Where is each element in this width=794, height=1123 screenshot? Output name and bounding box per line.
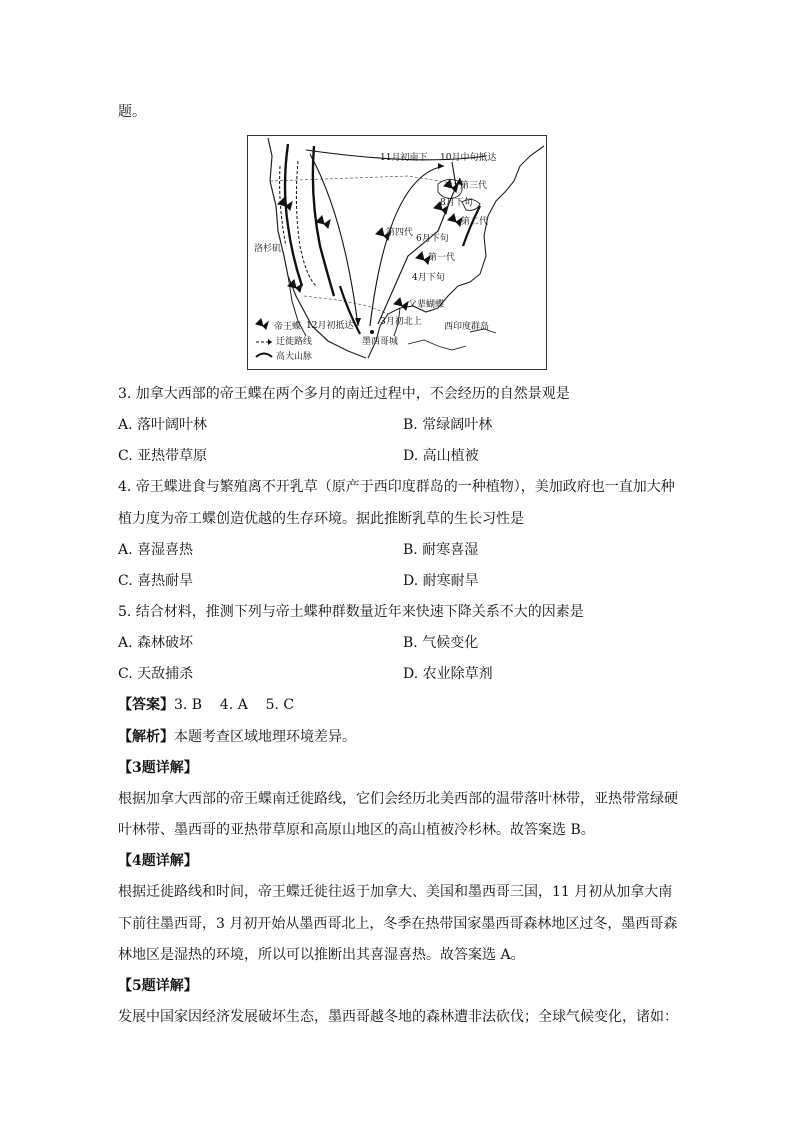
- q3-stem: 3. 加拿大西部的帝王蝶在两个多月的南迁过程中，不会经历的自然景观是: [118, 386, 570, 402]
- label-gen1: 第一代: [428, 253, 456, 263]
- detail4-line3: 林地区是湿热的环境，所以可以推断出其喜湿喜热。故答案选 A。: [118, 947, 525, 963]
- detail5-line1: 发展中国家因经济发展破坏生态，墨西哥越冬地的森林遭非法砍伐；全球气候变化，诸如：: [118, 1009, 678, 1025]
- label-gen2: 第二代: [461, 217, 489, 227]
- detail3-tag: 【3题详解】: [118, 760, 198, 776]
- detail4-line2: 下前往墨西哥，3 月初开始从墨西哥北上，冬季在热带国家墨西哥森林地区过冬，墨西哥森: [118, 916, 678, 932]
- answer-text: 3. B 4. A 5. C: [174, 697, 295, 713]
- label-mexico-city: 墨西哥城: [362, 337, 399, 347]
- q3-option-d: D. 高山植被: [403, 448, 479, 464]
- map-drawing: [248, 136, 546, 369]
- intro-tail: 题。: [118, 104, 146, 120]
- q4-option-a: A. 喜湿喜热: [118, 542, 194, 558]
- detail3-line1: 根据加拿大西部的帝王蝶南迁徙路线，它们会经历北美西部的温带落叶林带，亚热带常绿硬: [118, 791, 678, 807]
- label-oct-arrive: 10月中旬抵达: [440, 153, 497, 163]
- legend-mountain: 高大山脉: [276, 352, 313, 362]
- q5-option-c: C. 天敌捕杀: [118, 666, 194, 682]
- q3-option-c: C. 亚热带草原: [118, 448, 208, 464]
- legend-butterfly: 帝王蝶: [274, 322, 302, 332]
- q3-option-a: A. 落叶阔叶林: [118, 417, 208, 433]
- migration-map: [247, 135, 547, 370]
- label-jun: 6月下旬: [416, 234, 449, 244]
- label-gen4: 第四代: [386, 228, 414, 238]
- q5-option-d: D. 农业除草剂: [403, 666, 493, 682]
- label-losangeles: 洛杉矶: [254, 244, 282, 254]
- detail4-line1: 根据迁徙路线和时间，帝王蝶迁徙往返于加拿大、美国和墨西哥三国，11 月初从加拿大南: [118, 884, 673, 900]
- label-apr: 4月下旬: [412, 273, 445, 283]
- answer-tag: 【答案】: [118, 697, 174, 713]
- q5-option-a: A. 森林破坏: [118, 635, 194, 651]
- label-nov-south: 11月初南下: [380, 153, 428, 163]
- label-gen3: 第三代: [460, 181, 488, 191]
- q5-option-b: B. 气候变化: [403, 635, 479, 651]
- analysis-line: [118, 727, 356, 747]
- q4-stem-line2: 植力度为帝工蝶创造优越的生存环境。据此推断乳草的生长习性是: [118, 511, 524, 527]
- label-mar-north: 3月初北上: [380, 317, 422, 327]
- analysis-text: 本题考查区域地理环境差异。: [174, 729, 356, 745]
- label-dec-arrive: 12月初抵达: [306, 321, 354, 331]
- q4-stem-line1: 4. 帝王蝶进食与繁殖离不开乳草（原产于西印度群岛的一种植物），美加政府也一直加大种: [118, 479, 675, 495]
- q3-option-b: B. 常绿阔叶林: [403, 417, 493, 433]
- legend-route: 迁徙路线: [276, 337, 313, 347]
- q5-stem: 5. 结合材料，推测下列与帝土蝶种群数量近年来快速下降关系不大的因素是: [118, 604, 584, 620]
- q4-option-c: C. 喜热耐旱: [118, 573, 194, 589]
- label-parents: 父辈蝴蝶: [408, 300, 445, 310]
- answer-line: [118, 695, 294, 715]
- q4-option-b: B. 耐寒喜湿: [403, 542, 479, 558]
- analysis-tag: 【解析】: [118, 729, 174, 745]
- label-west-indies: 西印度群岛: [444, 322, 490, 332]
- label-aug: 8月下旬: [440, 198, 473, 208]
- detail5-tag: 【5题详解】: [118, 978, 198, 994]
- q4-option-d: D. 耐寒耐旱: [403, 573, 479, 589]
- detail4-tag: 【4题详解】: [118, 853, 198, 869]
- detail3-line2: 叶林带、墨西哥的亚热带草原和高原山地区的高山植被冷杉林。故答案选 B。: [118, 822, 595, 838]
